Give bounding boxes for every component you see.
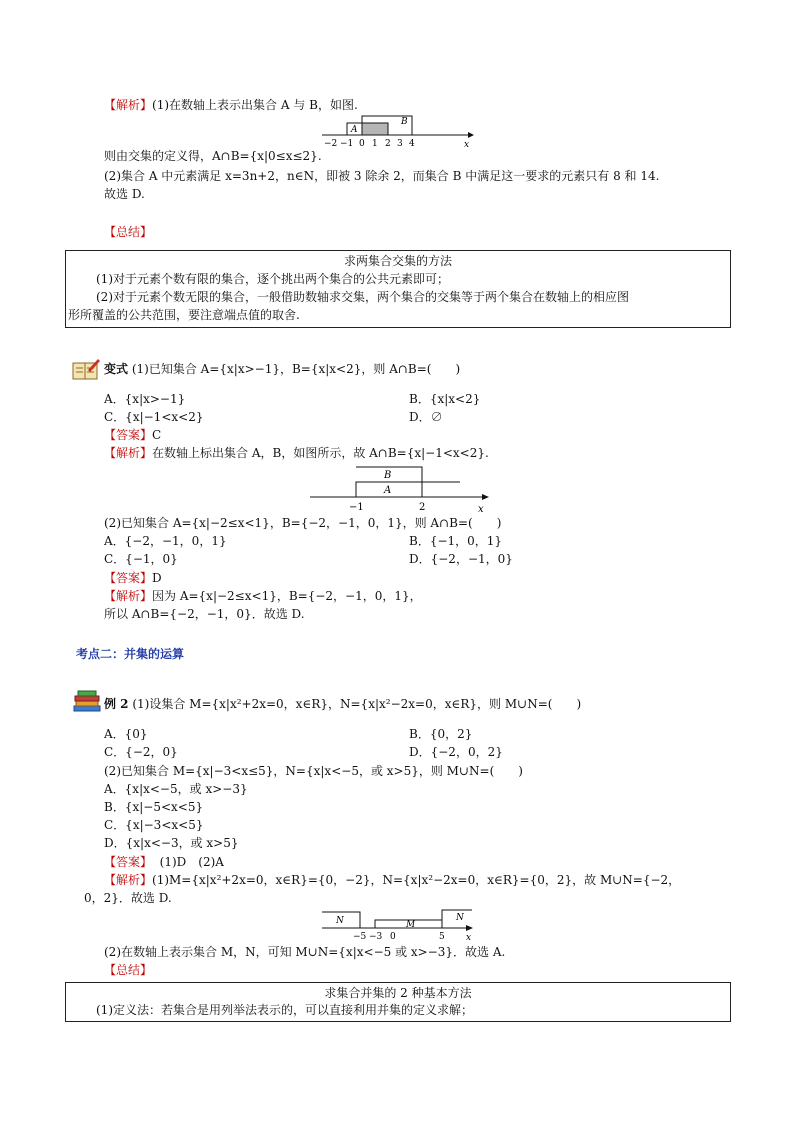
fig1-label-a: A [351,125,358,135]
jiexi-tag: 【解析】 [104,446,153,460]
summary-box-1 [65,250,731,328]
option-b: B．{x|−5<x<5} [104,800,204,814]
jiexi-tag: 【解析】 [104,589,153,603]
fig3-label-m: M [406,920,416,930]
fig2-label-b: B [384,470,392,481]
fig2-axis-x: x [478,504,484,514]
fig3-tick: 5 [439,932,445,942]
fig3-tick: −3 [369,932,383,942]
answer-value: (1)D (2)A [159,855,224,869]
option-a: A．{x|x>−1} [104,392,186,406]
answer-line [104,427,161,443]
jiexi-line [104,445,489,461]
jiexi-text: 因为 A={x|−2≤x<1}，B={−2，−1，0，1}， [152,589,422,603]
fig2-label-a: A [384,485,392,496]
fig3-axis-x: x [466,933,472,942]
option-d: D．{x|x<−3，或 x>5} [104,836,239,850]
jiexi-paragraph-1 [104,97,358,113]
summary-title-2: 求集合并集的 2 种基本方法 [324,986,472,1000]
answer-line [104,854,224,870]
fig3-tick: 0 [390,932,396,942]
section-heading: 考点二：并集的运算 [76,647,185,661]
fig1-tick: 2 [385,139,391,149]
answer-tag: 【答案】 [104,428,153,442]
variant-question-1 [104,361,460,377]
example-q1-text: (1)设集合 M={x|x²+2x=0，x∈R}，N={x|x²−2x=0，x∈R}，则 M∪N=( ) [132,697,582,711]
fig2-tick: 2 [419,502,426,513]
fig2-tick: −1 [349,502,364,513]
option-a: A．{−2，−1，0，1} [104,534,227,548]
notebook-pencil-icon [72,358,100,380]
jiexi-tag: 【解析】 [104,98,153,112]
answer-tag: 【答案】 [104,571,153,585]
summary-row: (1)定义法：若集合是用列举法表示的，可以直接利用并集的定义求解； [96,1003,474,1017]
fig3-tick: −5 [353,932,367,942]
summary-row: 形所覆盖的公共范围，要注意端点值的取舍. [68,308,300,322]
jiexi-line-4: 故选 D. [104,187,145,201]
variant-question-2: (2)已知集合 A={x|−2≤x<1}，B={−2，−1，0，1}，则 A∩B=( ) [104,516,502,530]
fig1-tick: −2 [324,139,338,149]
variant-label: 变式 [104,362,129,376]
jiexi-line-2: 则由交集的定义得，A∩B={x|0≤x≤2}. [104,149,322,163]
fig1-tick: 0 [359,139,365,149]
option-c: C．{x|−1<x<2} [104,410,204,424]
fig1-axis-x: x [464,140,470,150]
number-line-figure-3 [318,906,480,942]
variant-q1-text: (1)已知集合 A={x|x>−1}，B={x|x<2}，则 A∩B=( ) [131,362,461,376]
summary-tag-1: 【总结】 [104,225,153,239]
jiexi-tag: 【解析】 [104,873,153,887]
jiexi-line-3: (2)集合 A 中元素满足 x=3n+2，n∈N，即被 3 除余 2，而集合 B 中满足这一要求的元素只有 8 和 14. [104,169,660,183]
summary-row: (2)对于元素个数无限的集合，一般借助数轴求交集，两个集合的交集等于两个集合在数轴上的相应图 [96,290,630,304]
jiexi-line [104,872,680,888]
option-b: B．{x|x<2} [409,392,481,406]
number-line-figure-1 [318,113,478,153]
fig1-tick: −1 [340,139,354,149]
answer-value: C [152,428,162,442]
option-b: B．{−1，0，1} [409,534,503,548]
option-c: C．{x|−3<x<5} [104,818,204,832]
fig1-tick: 3 [397,139,403,149]
fig1-label-b: B [401,117,408,127]
fig1-tick: 4 [409,139,415,149]
jiexi-line: (2)在数轴上表示集合 M，N，可知 M∪N={x|x<−5 或 x>−3}．故选 A. [104,945,506,959]
jiexi-text: (1)在数轴上表示出集合 A 与 B，如图. [152,98,358,112]
option-b: B．{0，2} [409,727,473,741]
option-c: C．{−1，0} [104,552,178,566]
jiexi-line: 所以 A∩B={−2，−1，0}．故选 D. [104,607,305,621]
summary-row: (1)对于元素个数有限的集合，逐个挑出两个集合的公共元素即可； [96,272,450,286]
jiexi-line: 0，2}．故选 D. [84,891,172,905]
fig3-label-n: N [336,916,344,926]
books-icon [72,690,102,714]
jiexi-line [104,588,422,604]
summary-box-2 [65,982,731,1022]
fig1-tick: 1 [372,139,378,149]
answer-line [104,570,162,586]
answer-value: D [152,571,162,585]
option-d: D．∅ [409,410,443,424]
example-question-2: (2)已知集合 M={x|−3<x≤5}，N={x|x<−5，或 x>5}，则 M∪N=( ) [104,764,523,778]
summary-title-1: 求两集合交集的方法 [343,254,452,268]
option-a: A．{0} [104,727,148,741]
jiexi-text: 在数轴上标出集合 A，B，如图所示，故 A∩B={x|−1<x<2}. [152,446,489,460]
answer-tag: 【答案】 [104,855,153,869]
option-a: A．{x|x<−5，或 x>−3} [104,782,248,796]
fig3-label-n: N [456,913,464,923]
summary-tag-2: 【总结】 [104,963,153,977]
option-c: C．{−2，0} [104,745,178,759]
jiexi-text: (1)M={x|x²+2x=0，x∈R}={0，−2}，N={x|x²−2x=0，x∈R}={0，2}，故 M∪N={−2， [152,873,681,887]
example-question-1 [104,696,581,712]
option-d: D．{−2，0，2} [409,745,503,759]
example-label: 例 2 [104,697,129,711]
number-line-figure-2 [308,464,493,514]
option-d: D．{−2，−1，0} [409,552,513,566]
